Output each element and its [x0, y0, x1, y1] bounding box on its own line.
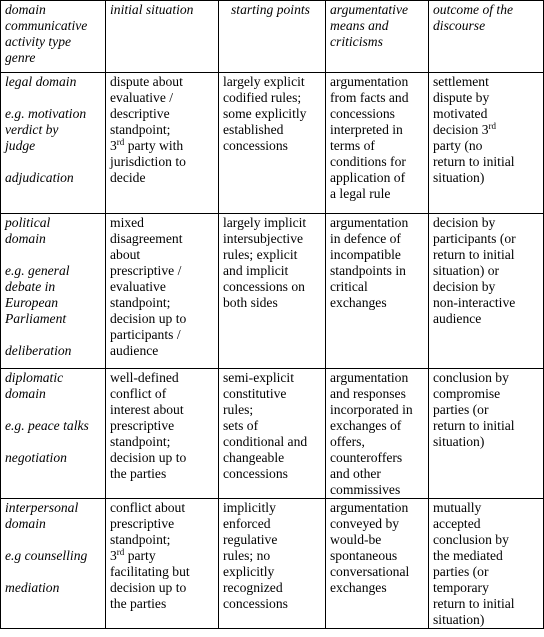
cell-line: mixed [110, 215, 144, 230]
cell-line: well-defined [110, 370, 179, 385]
cell-line: in defence of [330, 231, 401, 246]
cell-line: implicitly [223, 500, 276, 515]
starting-points-cell [219, 499, 326, 629]
cell-line: return to initial [433, 418, 515, 433]
starting-points-cell [219, 369, 326, 499]
example-label: judge [5, 138, 36, 153]
header-initial-situation [106, 1, 219, 73]
cell-line: prescriptive [110, 418, 175, 433]
cell-line-third-party [433, 122, 539, 138]
header-argumentative-means [326, 1, 429, 73]
genre-cell [1, 214, 106, 369]
cell-line: both sides [223, 295, 278, 310]
cell-line: participants / [110, 327, 181, 342]
cell-line: non-interactive [433, 295, 516, 310]
ordinal-suffix: rd [116, 137, 125, 147]
domain-label: domain [5, 231, 46, 246]
cell-line: sets of [223, 418, 259, 433]
cell-line: interpreted in [330, 122, 403, 137]
header-outcome-line: discourse [433, 18, 486, 33]
cell-line: the parties [110, 466, 167, 481]
domain-label: political [5, 215, 51, 230]
cell-line-third-party [110, 138, 214, 154]
example-label: e.g. motivation [5, 106, 87, 121]
cell-line: incompatible [330, 247, 401, 262]
cell-line: decision up to [110, 580, 187, 595]
cell-line: and implicit [223, 263, 289, 278]
cell-line: concessions on [223, 279, 305, 294]
cell-line: interest about [110, 402, 184, 417]
outcome-cell [429, 73, 544, 214]
example-label: e.g. peace talks [5, 418, 89, 433]
initial-situation-cell [106, 499, 219, 629]
table-row [1, 214, 544, 369]
cell-line: decision up to [110, 311, 187, 326]
cell-line: argumentation [330, 370, 409, 385]
cell-line: situation) [433, 170, 485, 185]
cell-line: conveyed by [330, 516, 400, 531]
cell-line: descriptive [110, 106, 170, 121]
cell-line: about [110, 247, 141, 262]
initial-situation-cell [106, 214, 219, 369]
example-label: e.g counselling [5, 548, 88, 563]
cell-line: concessions [223, 466, 288, 481]
cell-line: established [223, 122, 284, 137]
cell-line: situation) [433, 434, 485, 449]
header-means-line: argumentative [330, 2, 409, 17]
header-genre-line: domain [5, 2, 46, 17]
cell-line: commissives [330, 482, 401, 497]
cell-line: offers, [330, 434, 365, 449]
cell-line: parties (or [433, 402, 489, 417]
genre-label: deliberation [5, 343, 72, 358]
cell-line: would-be [330, 532, 382, 547]
domain-label: legal domain [5, 74, 77, 89]
cell-line: application of [330, 170, 406, 185]
cell-line: standpoint; [110, 434, 171, 449]
cell-line: spontaneous [330, 548, 398, 563]
starting-points-cell [219, 73, 326, 214]
example-label: European [5, 295, 59, 310]
argumentative-means-cell [326, 499, 429, 629]
cell-line: conditional and [223, 434, 308, 449]
cell-line: and responses [330, 386, 406, 401]
cell-line: prescriptive / [110, 263, 182, 278]
cell-line: largely implicit [223, 215, 307, 230]
header-starting-line: starting points [231, 2, 310, 17]
cell-line: concessions [223, 596, 288, 611]
example-label: Parliament [5, 311, 67, 326]
cell-line: audience [433, 311, 482, 326]
header-genre-line: genre [5, 50, 36, 65]
cell-line: codified rules; [223, 90, 302, 105]
ordinal-suffix: rd [116, 547, 125, 557]
header-genre-line: activity type [5, 34, 72, 49]
cell-line: rules; explicit [223, 247, 298, 262]
initial-situation-cell [106, 73, 219, 214]
cell-line: recognized [223, 580, 283, 595]
cell-line: standpoint; [110, 532, 171, 547]
header-means-line: means and [330, 18, 389, 33]
cell-line: rules; [223, 402, 254, 417]
cell-line: decision up to [110, 450, 187, 465]
header-means-line: criticisms [330, 34, 383, 49]
cell-line: audience [110, 343, 159, 358]
cell-line: rules; no [223, 548, 271, 563]
cell-line: exchanges of [330, 418, 402, 433]
cell-line: accepted [433, 516, 481, 531]
header-outcome [429, 1, 544, 73]
cell-line: mutually [433, 500, 482, 515]
argumentative-means-cell [326, 369, 429, 499]
outcome-cell [429, 214, 544, 369]
cell-line: exchanges [330, 580, 387, 595]
cell-line: argumentation [330, 74, 409, 89]
cell-line: disagreement [110, 231, 183, 246]
table-row [1, 73, 544, 214]
cell-line: return to initial [433, 247, 515, 262]
header-outcome-line: outcome of the [433, 2, 514, 17]
header-row [1, 1, 544, 73]
cell-line: concessions [330, 106, 395, 121]
ordinal-rest: party [124, 548, 156, 563]
cell-line: dispute about [110, 74, 183, 89]
cell-line: decision by [433, 215, 496, 230]
cell-line: conversational [330, 564, 410, 579]
domain-label: interpersonal [5, 500, 79, 515]
cell-line: conditions for [330, 154, 406, 169]
cell-line: decision by [433, 279, 496, 294]
cell-line: some explicitly [223, 106, 307, 121]
cell-line: return to initial [433, 154, 515, 169]
cell-line: return to initial [433, 596, 515, 611]
domain-label: diplomatic [5, 370, 64, 385]
cell-line-third-party [110, 548, 214, 564]
header-genre [1, 1, 106, 73]
cell-line: the parties [110, 596, 167, 611]
starting-points-cell [219, 214, 326, 369]
cell-line: the mediated [433, 548, 503, 563]
cell-line: standpoints in [330, 263, 406, 278]
table-row [1, 369, 544, 499]
domain-label: domain [5, 386, 46, 401]
domain-label: domain [5, 516, 46, 531]
cell-line: prescriptive [110, 516, 175, 531]
cell-line: incorporated in [330, 402, 413, 417]
table-row [1, 499, 544, 629]
cell-line: and other [330, 466, 381, 481]
outcome-cell [429, 369, 544, 499]
cell-line: largely explicit [223, 74, 305, 89]
example-label: e.g. general [5, 263, 70, 278]
cell-line: semi-explicit [223, 370, 294, 385]
cell-line: situation) [433, 612, 485, 627]
cell-line: concessions [223, 138, 288, 153]
cell-line: participants (or [433, 231, 516, 246]
cell-line: evaluative [110, 279, 166, 294]
cell-line: counteroffers [330, 450, 403, 465]
cell-line: jurisdiction to [110, 154, 186, 169]
cell-line: conflict about [110, 500, 186, 515]
cell-line: conflict of [110, 386, 167, 401]
ordinal-text: decision 3 [433, 122, 489, 137]
cell-line: terms of [330, 138, 375, 153]
cell-line: from facts and [330, 90, 409, 105]
argumentative-means-cell [326, 73, 429, 214]
genre-label: mediation [5, 580, 60, 595]
cell-line: conclusion by [433, 532, 509, 547]
cell-line: explicitly [223, 564, 275, 579]
genre-label: negotiation [5, 450, 67, 465]
cell-line: standpoint; [110, 122, 171, 137]
cell-line: decide [110, 170, 146, 185]
cell-line: conclusion by [433, 370, 509, 385]
header-genre-line: communicative [5, 18, 88, 33]
argumentative-means-cell [326, 214, 429, 369]
cell-line: evaluative / [110, 90, 174, 105]
ordinal-rest: party with [124, 138, 184, 153]
initial-situation-cell [106, 369, 219, 499]
cell-line: settlement [433, 74, 489, 89]
cell-line: motivated [433, 106, 488, 121]
header-starting-points [219, 1, 326, 73]
outcome-cell [429, 499, 544, 629]
ordinal-number: 3 [110, 138, 117, 153]
cell-line: compromise [433, 386, 501, 401]
cell-line: parties (or [433, 564, 489, 579]
ordinal-suffix: rd [488, 121, 496, 131]
cell-line: standpoint; [110, 295, 171, 310]
ordinal-number: 3 [110, 548, 117, 563]
cell-line: intersubjective [223, 231, 304, 246]
cell-line: exchanges [330, 295, 387, 310]
cell-line: a legal rule [330, 186, 391, 201]
example-label: verdict by [5, 122, 59, 137]
cell-line: regulative [223, 532, 278, 547]
cell-line: constitutive [223, 386, 287, 401]
cell-line: changeable [223, 450, 285, 465]
cell-line: party (no [433, 138, 483, 153]
cell-line: facilitating but [110, 564, 190, 579]
cell-line: dispute by [433, 90, 490, 105]
cell-line: critical [330, 279, 368, 294]
cell-line: argumentation [330, 215, 409, 230]
cell-line: temporary [433, 580, 489, 595]
genre-label: adjudication [5, 170, 74, 185]
cell-line: argumentation [330, 500, 409, 515]
header-initial-line: initial situation [110, 2, 194, 17]
cell-line: enforced [223, 516, 271, 531]
genre-cell [1, 73, 106, 214]
cell-line: situation) or [433, 263, 500, 278]
genre-cell [1, 369, 106, 499]
genre-cell [1, 499, 106, 629]
example-label: debate in [5, 279, 56, 294]
